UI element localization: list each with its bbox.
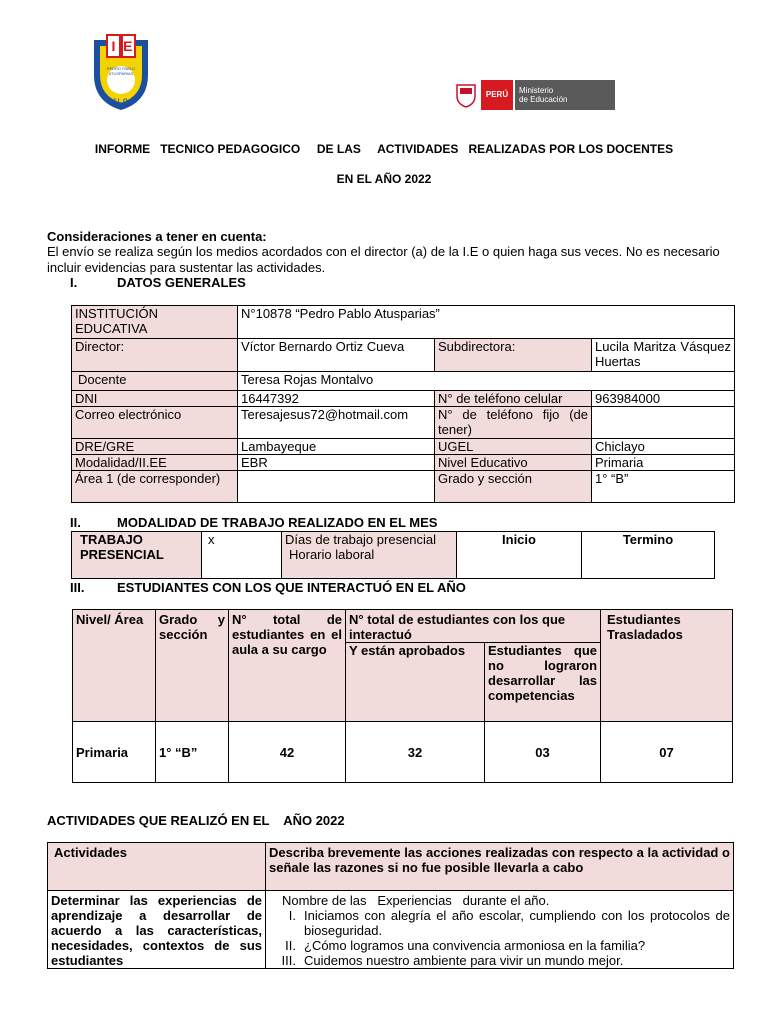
row-trasladados: 07 <box>601 722 733 783</box>
row1-label: Determinar las experiencias de aprendizaje a desarrollar de acuerdo a las características, necesidades, contextos de sus estudiantes <box>48 891 266 969</box>
school-logo-ring-text: PEDRO PABLO ATUSPARIAS <box>106 66 136 76</box>
dias-cell <box>282 532 457 579</box>
row-no-lograron: 03 <box>485 722 601 783</box>
subdir-label: Subdirectora: <box>435 339 592 372</box>
h-no-lograron: Estudiantes que no lograron desarrollar las competencias <box>485 643 601 722</box>
section2-title: MODALIDAD DE TRABAJO REALIZADO EN EL MES <box>117 515 438 530</box>
item-text: Cuidemos nuestro ambiente para vivir un mundo mejor. <box>304 953 624 968</box>
h-trasladados: Estudiantes Trasladados <box>601 610 733 722</box>
h-total: N° total de estudiantes en el aula a su cargo <box>229 610 346 722</box>
email-label: Correo electrónico <box>72 407 238 439</box>
school-logo <box>86 30 156 112</box>
ministry-country: PERÚ <box>481 80 513 110</box>
list-item <box>269 938 730 953</box>
director-label: Director: <box>72 339 238 372</box>
h-describa: Describa brevemente las acciones realizadas con respecto a la actividad o señale las razones si no fue posible llevarla a cabo <box>266 843 734 891</box>
grado-label: Grado y sección <box>435 471 592 503</box>
list-item <box>269 908 741 938</box>
nivel-value: Primaria <box>592 455 735 471</box>
general-data-table <box>71 305 735 503</box>
cel-value: 963984000 <box>592 391 735 407</box>
dni-value: 16447392 <box>238 391 435 407</box>
activities-title: ACTIVIDADES QUE REALIZÓ EN EL AÑO 2022 <box>47 813 345 828</box>
h-aprobados: Y están aprobados <box>346 643 485 722</box>
students-table <box>72 609 733 783</box>
nivel-label: Nivel Educativo <box>435 455 592 471</box>
ugel-value: Chiclayo <box>592 439 735 455</box>
inst-value: N°10878 “Pedro Pablo Atusparias” <box>238 306 735 339</box>
area-label: Área 1 (de corresponder) <box>72 471 238 503</box>
ugel-label: UGEL <box>435 439 592 455</box>
subdir-value: Lucila Maritza Vásquez Huertas <box>592 339 735 372</box>
presencial-mark: x <box>202 532 282 579</box>
row-grado: 1° “B” <box>156 722 229 783</box>
row1-content <box>266 891 741 969</box>
h-interactuo: N° total de estudiantes con los que interactuó <box>346 610 601 643</box>
presencial-label: TRABAJO PRESENCIAL <box>72 532 202 579</box>
item-number: I. <box>288 908 296 923</box>
fijo-label: N° de teléfono fijo (de tener) <box>435 407 592 439</box>
mod-value: EBR <box>238 455 435 471</box>
cel-label: N° de teléfono celular <box>435 391 592 407</box>
dre-value: Lambayeque <box>238 439 435 455</box>
section3-title: ESTUDIANTES CON LOS QUE INTERACTUÓ EN EL AÑO <box>117 580 466 595</box>
school-logo-bottom-text: J.L.O. <box>112 99 130 105</box>
dias-label: Días de trabajo presencial <box>285 532 437 547</box>
activities-table <box>47 842 741 969</box>
fijo-value <box>592 407 735 439</box>
row-nivel: Primaria <box>73 722 156 783</box>
row1-intro: Nombre de las Experiencias durante el año. <box>282 893 550 908</box>
inicio-label: Inicio <box>457 532 582 579</box>
h-actividades: Actividades <box>48 843 266 891</box>
considerations-heading: Consideraciones a tener en cuenta: <box>47 229 267 244</box>
work-mode-table <box>71 531 715 579</box>
docente-value: Teresa Rojas Montalvo <box>238 372 735 391</box>
row-aprobados: 32 <box>346 722 485 783</box>
ministry-line1: Ministerio <box>519 86 554 95</box>
area-value <box>238 471 435 503</box>
item-text: Iniciamos con alegría el año escolar, cumpliendo con los protocolos de bioseguridad. <box>304 908 741 938</box>
report-title-line2: EN EL AÑO 2022 <box>336 172 432 186</box>
inst-label: INSTITUCIÓN EDUCATIVA <box>72 306 238 339</box>
list-item <box>269 953 730 968</box>
row-total: 42 <box>229 722 346 783</box>
report-title-line1: INFORME TECNICO PEDAGOGICO DE LAS ACTIVIDADES REALIZADAS POR LOS DOCENTES <box>94 142 674 156</box>
section1-number: I. <box>70 275 78 290</box>
item-number: III. <box>281 953 296 968</box>
ministry-logo <box>455 80 615 110</box>
h-grado: Grado y sección <box>156 610 229 722</box>
section1-title: DATOS GENERALES <box>117 275 246 290</box>
docente-label: Docente <box>72 372 238 391</box>
item-number: II. <box>285 938 296 953</box>
h-nivel: Nivel/ Área <box>73 610 156 722</box>
dre-label: DRE/GRE <box>72 439 238 455</box>
coat-of-arms-icon <box>455 82 477 108</box>
email-value: Teresajesus72@hotmail.com <box>238 407 435 439</box>
section3-number: III. <box>70 580 85 595</box>
section2-number: II. <box>70 515 81 530</box>
horario-label: Horario laboral <box>289 547 375 562</box>
dni-label: DNI <box>72 391 238 407</box>
director-value: Víctor Bernardo Ortiz Cueva <box>238 339 435 372</box>
item-text: ¿Cómo logramos una convivencia armoniosa en la familia? <box>304 938 646 953</box>
considerations-text: El envío se realiza según los medios acordados con el director (a) de la I.E o quien haga sus veces. No es necesario incluir evidencias para sustentar las actividades. <box>47 244 720 275</box>
termino-label: Termino <box>582 532 715 579</box>
mod-label: Modalidad/II.EE <box>72 455 238 471</box>
grado-value: 1° “B” <box>592 471 735 503</box>
ministry-line2: de Educación <box>519 95 568 104</box>
school-logo-letters: I E <box>111 38 133 54</box>
